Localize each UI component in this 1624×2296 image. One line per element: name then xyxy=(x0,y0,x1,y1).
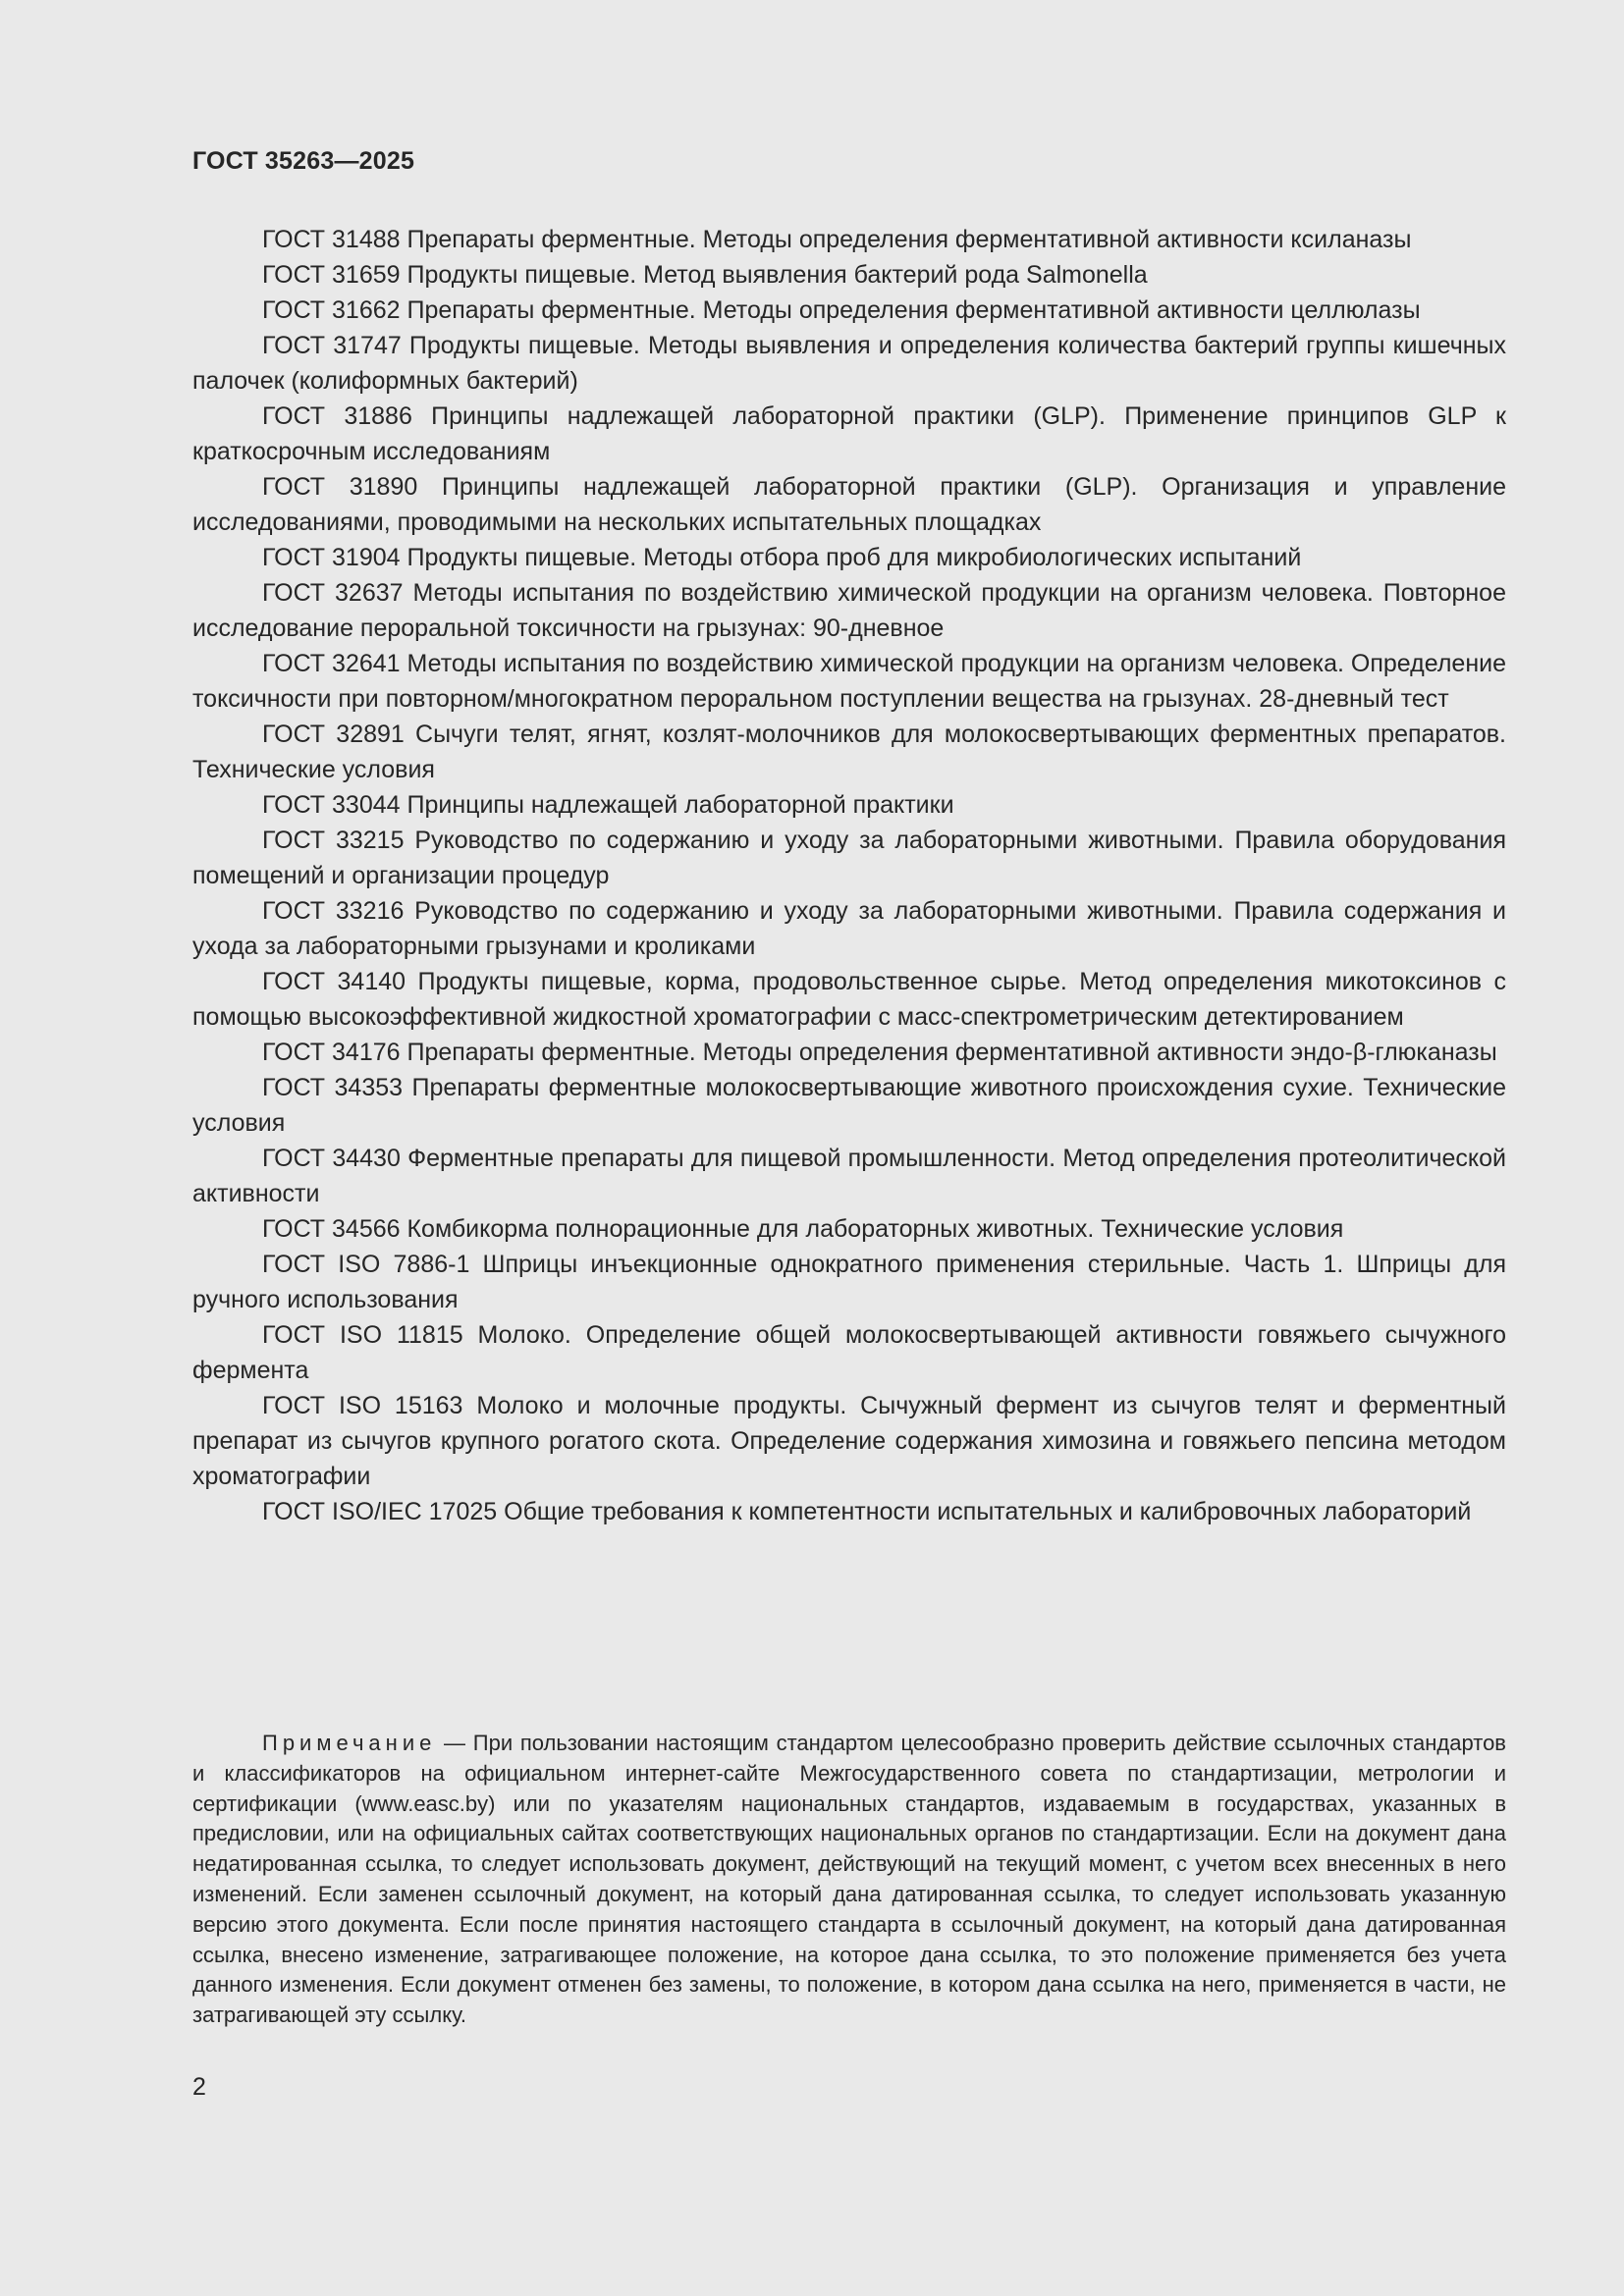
reference-item: ГОСТ 31886 Принципы надлежащей лабораторной практики (GLP). Применение принципов GLP к краткосрочным исследованиям xyxy=(192,402,1506,465)
note-paragraph xyxy=(192,1729,1506,2031)
reference-item: ГОСТ 32891 Сычуги телят, ягнят, козлят-молочников для молокосвертывающих ферментных препаратов. Технические условия xyxy=(192,721,1506,783)
note-label: Примечание xyxy=(262,1731,437,1755)
reference-item: ГОСТ ISO/IEC 17025 Общие требования к компетентности испытательных и калибровочных лабораторий xyxy=(262,1498,1472,1525)
reference-item: ГОСТ 31662 Препараты ферментные. Методы определения ферментативной активности целлюлазы xyxy=(262,296,1421,324)
reference-item: ГОСТ 31747 Продукты пищевые. Методы выявления и определения количества бактерий группы кишечных палочек (колиформных бактерий) xyxy=(192,332,1506,395)
reference-item: ГОСТ 33216 Руководство по содержанию и уходу за лабораторными животными. Правила содержания и ухода за лабораторными грызунами и кроликами xyxy=(192,897,1506,960)
reference-item: ГОСТ 31659 Продукты пищевые. Метод выявления бактерий рода Salmonella xyxy=(262,261,1148,289)
reference-item: ГОСТ 34353 Препараты ферментные молокосвертывающие животного происхождения сухие. Технические условия xyxy=(192,1074,1506,1137)
reference-item: ГОСТ 34566 Комбикорма полнорационные для лабораторных животных. Технические условия xyxy=(262,1215,1344,1243)
reference-item: ГОСТ 31890 Принципы надлежащей лабораторной практики (GLP). Организация и управление исследованиями, проводимыми на нескольких испытательных площадках xyxy=(192,473,1506,536)
reference-item: ГОСТ 33215 Руководство по содержанию и уходу за лабораторными животными. Правила оборудования помещений и организации процедур xyxy=(192,827,1506,889)
reference-item: ГОСТ 31488 Препараты ферментные. Методы определения ферментативной активности ксиланазы xyxy=(262,226,1412,253)
note-text: — При пользовании настоящим стандартом целесообразно проверить действие ссылочных стандартов и классификаторов на официальном интернет-сайте Межгосударственного совета по стандартизации, метрологии и сертификации (www.easc.by) или по указателям национальных стандартов, издаваемым в государствах, указанных в предисловии, или на официальных сайтах соответствующих национальных органов по стандартизации. Если на документ дана недатированная ссылка, то следует использовать документ, действующий на текущий момент, с учетом всех внесенных в него изменений. Если заменен ссылочный документ, на который дана датированная ссылка, то следует использовать указанную версию этого документа. Если после принятия настоящего стандарта в ссылочный документ, на который дана датированная ссылка, внесено изменение, затрагивающее положение, на которое дана ссылка, то это положение применяется без учета данного изменения. Если документ отменен без замены, то положение, в котором дана ссылка на него, применяется в части, не затрагивающей эту ссылку. xyxy=(192,1731,1506,2028)
reference-item: ГОСТ ISO 11815 Молоко. Определение общей молокосвертывающей активности говяжьего сычужного фермента xyxy=(192,1321,1506,1384)
reference-item: ГОСТ 34430 Ферментные препараты для пищевой промышленности. Метод определения протеолитической активности xyxy=(192,1145,1506,1207)
reference-item: ГОСТ 32641 Методы испытания по воздействию химической продукции на организм человека. Определение токсичности при повторном/многократном пероральном поступлении вещества на грызунах. 28-дневный тест xyxy=(192,650,1506,713)
reference-item: ГОСТ 33044 Принципы надлежащей лабораторной практики xyxy=(262,791,954,819)
document-header: ГОСТ 35263—2025 xyxy=(192,147,415,175)
reference-item: ГОСТ 34140 Продукты пищевые, корма, продовольственное сырье. Метод определения микотоксинов с помощью высокоэффективной жидкостной хроматографии с масс-спектрометрическим детектированием xyxy=(192,968,1506,1031)
normative-references-list xyxy=(192,222,1506,1529)
reference-item: ГОСТ 32637 Методы испытания по воздействию химической продукции на организм человека. Повторное исследование пероральной токсичности на грызунах: 90-дневное xyxy=(192,579,1506,642)
reference-item: ГОСТ 34176 Препараты ферментные. Методы определения ферментативной активности эндо-β-глюканазы xyxy=(262,1039,1497,1066)
page-number: 2 xyxy=(192,2073,206,2101)
reference-item: ГОСТ ISO 15163 Молоко и молочные продукты. Сычужный фермент из сычугов телят и ферментный препарат из сычугов крупного рогатого скота. Определение содержания химозина и говяжьего пепсина методом хроматографии xyxy=(192,1392,1506,1490)
note-block xyxy=(192,1729,1506,2031)
reference-item: ГОСТ ISO 7886-1 Шприцы инъекционные однократного применения стерильные. Часть 1. Шприцы для ручного использования xyxy=(192,1251,1506,1313)
reference-item: ГОСТ 31904 Продукты пищевые. Методы отбора проб для микробиологических испытаний xyxy=(262,544,1302,571)
